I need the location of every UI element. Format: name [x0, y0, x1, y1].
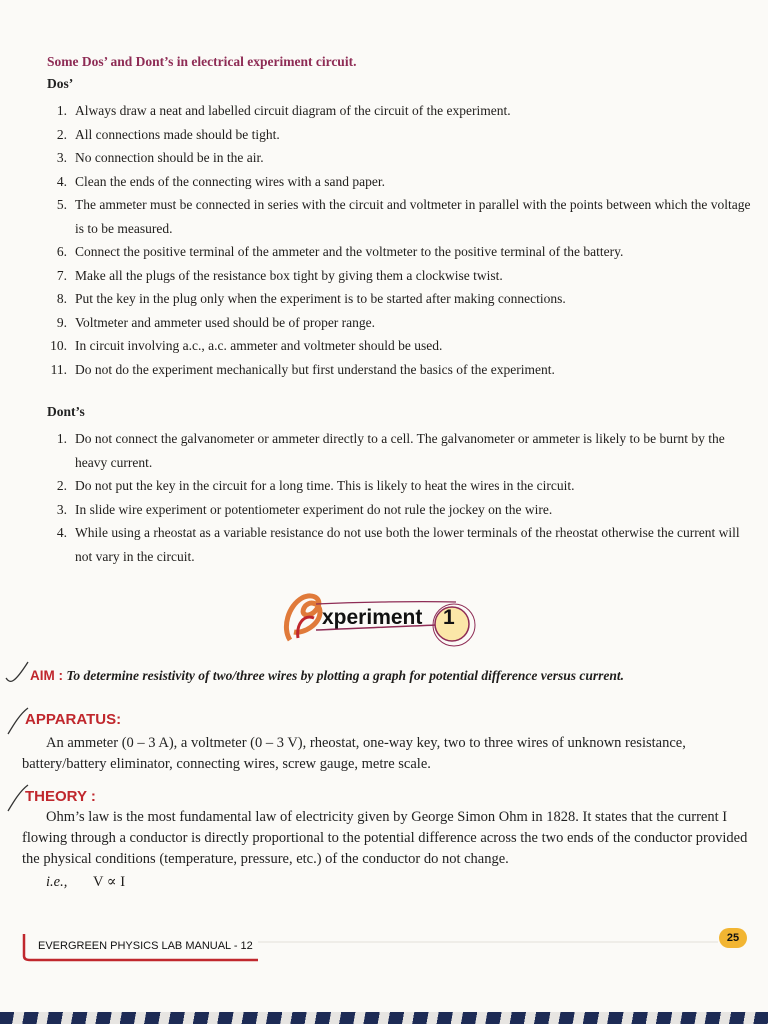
ie-label: i.e., — [46, 874, 68, 890]
list-item-text: Do not do the experiment mechanically but first understand the basics of the experiment. — [75, 361, 555, 377]
list-item-text: Put the key in the plug only when the experiment is to be started after making connections. — [75, 291, 566, 306]
dos-heading: Dos’ — [47, 76, 74, 91]
apparatus-text: An ammeter (0 – 3 A), a voltmeter (0 – 3 V), rheostat, one-way key, two to three wires of unknown resistance, battery/battery eliminator, connecting wires, screw gauge, metre scale. — [22, 735, 686, 772]
list-item-number: 6. — [56, 244, 67, 259]
list-item — [47, 521, 752, 568]
donts-heading: Dont’s — [47, 404, 85, 419]
list-item-number: 1. — [56, 103, 67, 118]
list-item — [47, 334, 752, 358]
list-item-number: 3. — [56, 150, 67, 165]
experiment-number: 1 — [443, 606, 455, 629]
experiment-word: xperiment — [322, 606, 423, 629]
list-item-number: 1. — [56, 431, 67, 446]
theory-ie — [46, 874, 125, 891]
list-item-text: Voltmeter and ammeter used should be of proper range. — [75, 314, 376, 330]
list-item-number: 5. — [56, 197, 67, 212]
footer-book-title: EVERGREEN PHYSICS LAB MANUAL - 12 — [38, 940, 253, 952]
list-item-number: 11. — [50, 361, 67, 377]
page-number-badge: 25 — [719, 928, 747, 948]
list-item-text: Always draw a neat and labelled circuit diagram of the circuit of the experiment. — [75, 103, 511, 118]
list-item-number: 2. — [56, 478, 67, 493]
list-item-number: 4. — [56, 525, 67, 540]
dos-list — [47, 99, 752, 381]
aim-line — [30, 668, 750, 684]
donts-list — [47, 427, 752, 568]
list-item — [47, 498, 752, 522]
bottom-edge-strip — [0, 1012, 768, 1024]
list-item-text: Do not connect the galvanometer or ammeter directly to a cell. The galvanometer or ammeter is likely to be burnt by the heavy current. — [75, 431, 725, 470]
list-item — [47, 358, 752, 382]
list-item — [47, 99, 752, 123]
list-item-number: 7. — [56, 267, 67, 283]
section-title: Some Dos’ and Dont’s in electrical experiment circuit. — [47, 54, 357, 69]
aim-label: AIM : — [30, 668, 63, 683]
list-item — [47, 146, 752, 170]
list-item-text: No connection should be in the air. — [75, 150, 264, 165]
list-item-number: 8. — [56, 291, 67, 306]
list-item-text: In slide wire experiment or potentiometer experiment do not rule the jockey on the wire. — [75, 501, 553, 517]
list-item-number: 10. — [50, 338, 67, 353]
list-item-number: 9. — [56, 314, 67, 330]
theory-heading: THEORY : — [25, 788, 96, 805]
list-item — [47, 240, 752, 264]
apparatus-heading: APPARATUS: — [25, 711, 122, 728]
list-item-text: Do not put the key in the circuit for a long time. This is likely to heat the wires in the circuit. — [75, 478, 575, 493]
list-item — [47, 427, 752, 474]
list-item-text: All connections made should be tight. — [75, 126, 280, 142]
list-item-text: Connect the positive terminal of the ammeter and the voltmeter to the positive terminal of the battery. — [75, 244, 624, 259]
list-item-number: 3. — [56, 501, 67, 517]
list-item — [47, 311, 752, 335]
list-item — [47, 123, 752, 147]
aim-text: To determine resistivity of two/three wires by plotting a graph for potential difference versus current. — [66, 668, 624, 683]
list-item-text: In circuit involving a.c., a.c. ammeter and voltmeter should be used. — [75, 338, 443, 353]
list-item — [47, 287, 752, 311]
list-item — [47, 170, 752, 194]
list-item — [47, 264, 752, 288]
proportionality-formula: V ∝ I — [92, 874, 126, 890]
list-item-text: Clean the ends of the connecting wires with a sand paper. — [75, 173, 386, 189]
list-item-number: 2. — [56, 126, 67, 142]
list-item-text: The ammeter must be connected in series with the circuit and voltmeter in parallel with the points between which the voltage is to be measured. — [75, 197, 751, 236]
list-item — [47, 474, 752, 498]
list-item-number: 4. — [56, 173, 67, 189]
experiment-banner — [280, 588, 490, 650]
list-item — [47, 193, 752, 240]
check-mark-icon — [4, 660, 30, 686]
list-item-text: While using a rheostat as a variable resistance do not use both the lower terminals of the rheostat otherwise the current will not vary in the circuit. — [75, 525, 740, 564]
list-item-text: Make all the plugs of the resistance box tight by giving them a clockwise twist. — [75, 267, 503, 283]
theory-text: Ohm’s law is the most fundamental law of electricity given by George Simon Ohm in 1828. It states that the current I flowing through a conductor is directly proportional to the potential difference across the two ends of the conductor provided the physical conditions (temperature, pressure, etc.) of the conductor do not change. — [22, 809, 748, 867]
